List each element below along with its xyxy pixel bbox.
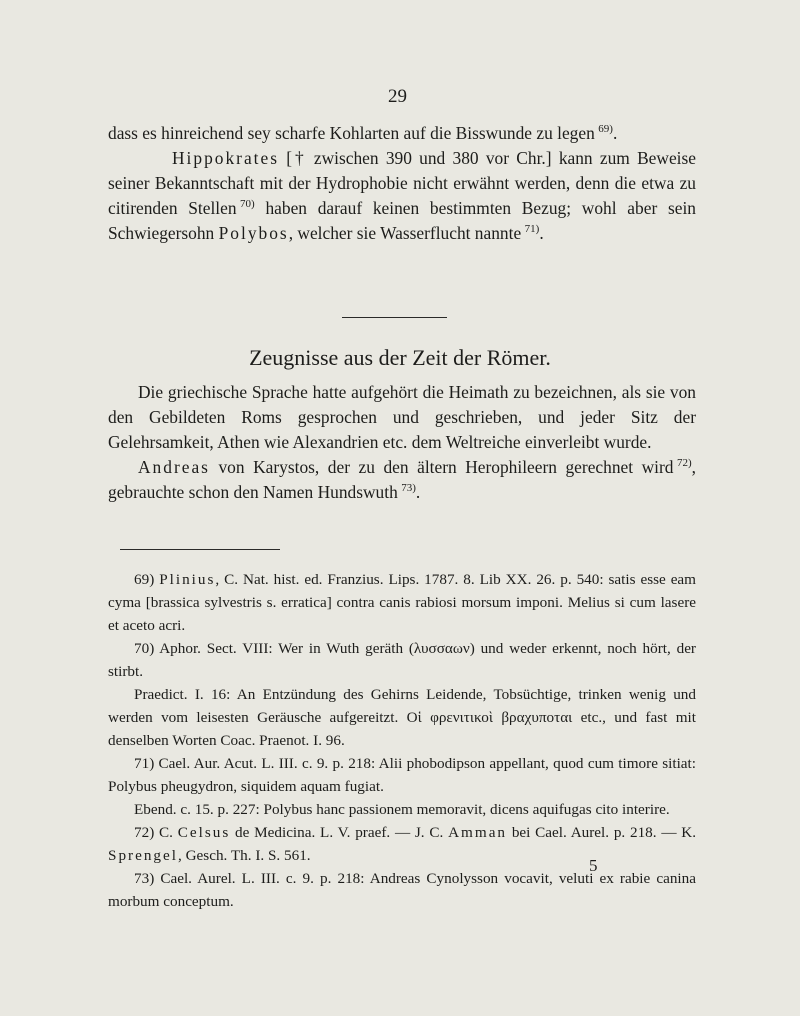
footnote-71-continued: Ebend. c. 15. p. 227: Polybus hanc passionem memoravit, dicens aquifugas cito interire.: [134, 801, 670, 818]
footnote-69: 69) Plinius, C. Nat. hist. ed. Franzius. Lips. 1787. 8. Lib XX. 26. p. 540: satis esse eam cyma [brassica sylvestris s. erratica] contra canis rabiosi morsum imponi. Melius si cum lasere et aceto acri.: [108, 571, 696, 634]
body-text-bottom: [108, 380, 696, 505]
paragraph-2: Hippokrates [† zwischen 390 und 380 vor Chr.] kann zum Beweise seiner Bekanntschaft mit der Hydrophobie nicht erwähnt werden, denn die etwa zu citirenden Stellen $^{70)}$ haben darauf keinen bestimmten Bezug; wohl aber sein Schwiegersohn Polybos, welcher sie Wasserflucht nannte $^{71)}$.: [108, 148, 696, 243]
footnote-72: 72) C. Celsus de Medicina. L. V. praef. — J. C. Amman bei Cael. Aurel. p. 218. — K. Sprengel, Gesch. Th. I. S. 561.: [108, 824, 697, 864]
signature-mark: 5: [589, 856, 598, 875]
footnote-divider: [120, 549, 280, 550]
footnote-ref-70: 70): [240, 198, 255, 210]
footnote-70-continued: Praedict. I. 16: An Entzündung des Gehirns Leidende, Tobsüchtige, trinken wenig und werden vom leisesten Geräusche aufgereitzt. Οἱ φρενιτικοὶ βραχυποται etc., und fast mit denselben Worten Coac. Praenot. I. 96.: [108, 686, 696, 749]
name-polybos: Polybos: [218, 223, 289, 243]
footnote-ref-69: 69): [598, 123, 613, 135]
section-divider: [342, 317, 447, 318]
paragraph-3: Die griechische Sprache hatte aufgehört die Heimath zu bezeichnen, als sie von den Gebildeten Roms gesprochen und geschrieben, und jeder Sitz der Gelehrsamkeit, Athen wie Alexandrien etc. dem Weltreiche einverleibt wurde.: [108, 382, 696, 452]
footnote-70: 70) Aphor. Sect. VIII: Wer in Wuth geräth (λυσσαων) und weder erkennt, noch hört, der stirbt.: [108, 640, 696, 680]
footnote-73: 73) Cael. Aurel. L. III. c. 9. p. 218: Andreas Cynolysson vocavit, veluti ex rabie canina morbum conceptum.: [108, 870, 696, 910]
body-text-top: [108, 121, 696, 246]
footnote-ref-71: 71): [524, 223, 540, 235]
section-heading: Zeugnisse aus der Zeit der Römer.: [249, 345, 551, 370]
footnote-71: 71) Cael. Aur. Acut. L. III. c. 9. p. 218: Alii phobodipson appellant, quod cum timore sitiat: Polybus pheugydron, siquidem aquam fugiat.: [108, 755, 696, 795]
footnotes: [108, 568, 696, 913]
footnote-ref-73: 73): [401, 482, 416, 494]
name-hippokrates: Hippokrates: [172, 148, 280, 168]
name-andreas: Andreas: [138, 457, 210, 477]
paragraph-1: dass es hinreichend sey scharfe Kohlarten auf die Bisswunde zu legen $^{69)}$.: [108, 123, 618, 143]
paragraph-4: Andreas von Karystos, der zu den ältern Herophileern gerechnet wird $^{72)}$, gebrauchte schon den Namen Hundswuth $^{73)}$.: [108, 457, 696, 502]
footnote-ref-72: 72): [676, 457, 692, 469]
page-number: 29: [388, 86, 407, 107]
